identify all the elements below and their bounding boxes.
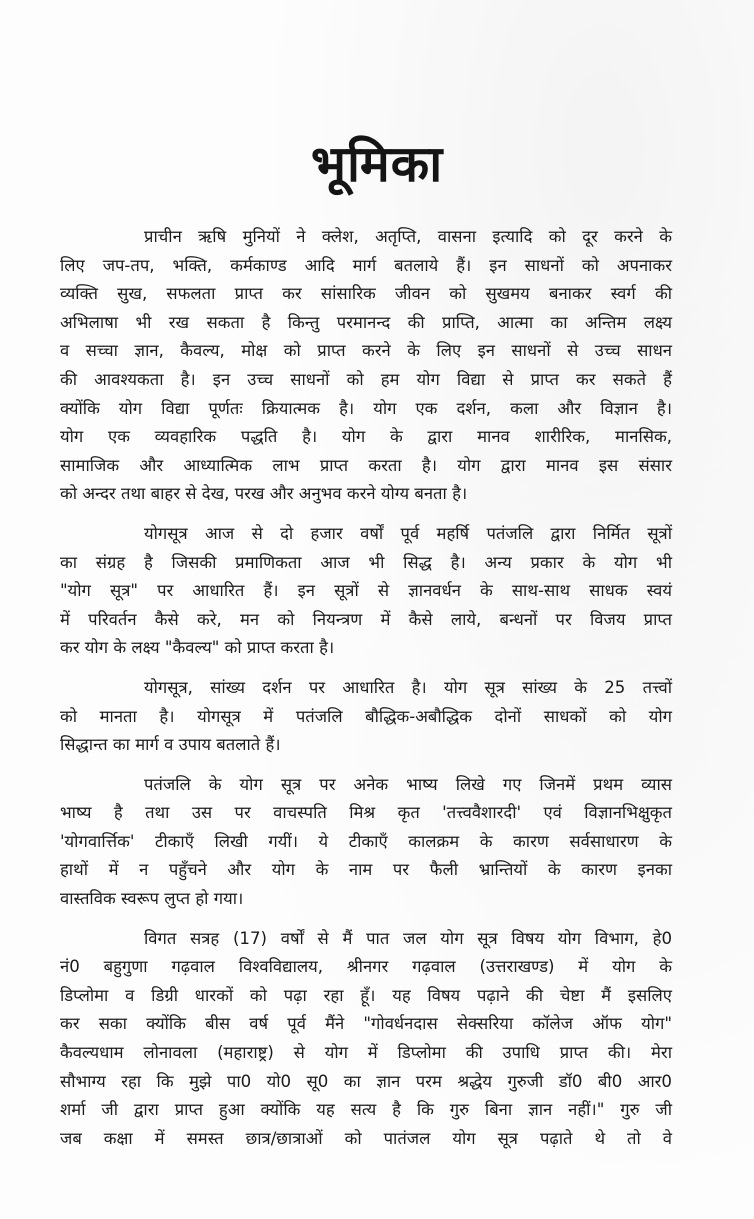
text-line: पतंजलि के योग सूत्र पर अनेक भाष्य लिखे गए जिनमें प्रथम व्यास [144,774,672,794]
body-text [60,223,672,1153]
paragraph-3 [60,674,672,760]
text-line: का संग्रह है जिसकी प्रमाणिकता आज भी सिद्ध है। अन्य प्रकार के योग भी [60,552,672,572]
text-line: कर योग के लक्ष्य "कैवल्य" को प्राप्त करता है। [60,638,335,658]
text-line: योग एक व्यवहारिक पद्धति है। योग के द्वारा मानव शारीरिक, मानसिक, [60,427,672,447]
text-line: कर सका क्योंकि बीस वर्ष पूर्व मैंने "गोवर्धनदास सेक्सरिया कॉलेज ऑफ योग" [60,1014,672,1034]
text-line: सामाजिक और आध्यात्मिक लाभ प्राप्त करता है। योग द्वारा मानव इस संसार [60,455,672,475]
text-line: लिए जप-तप, भक्ति, कर्मकाण्ड आदि मार्ग बतलाये हैं। इन साधनों को अपनाकर [60,255,672,275]
text-line: भाष्य है तथा उस पर वाचस्पति मिश्र कृत 'तत्त्ववैशारदी' एवं विज्ञानभिक्षुकृत [60,803,672,823]
text-line: जब कक्षा में समस्त छात्र/छात्राओं को पातंजल योग सूत्र पढ़ाते थे तो वे [60,1128,672,1148]
text-line: में परिवर्तन कैसे करे, मन को नियन्त्रण में कैसे लाये, बन्धनों पर विजय प्राप्त [60,609,672,629]
text-line: क्योंकि योग विद्या पूर्णतः क्रियात्मक है। योग एक दर्शन, कला और विज्ञान है। [60,398,672,418]
text-line: कैवल्यधाम लोनावला (महाराष्ट्र) से योग में डिप्लोमा की उपाधि प्राप्त की। मेरा [60,1043,672,1063]
text-line: योगसूत्र आज से दो हजार वर्षों पूर्व महर्षि पतंजलि द्वारा निर्मित सूत्रों [144,523,672,543]
text-line: "योग सूत्र" पर आधारित हैं। इन सूत्रों से ज्ञानवर्धन के साथ-साथ साधक स्वयं [60,581,672,601]
text-line: सौभाग्य रहा कि मुझे पा0 यो0 सू0 का ज्ञान परम श्रद्धेय गुरुजी डॉ0 बी0 आर0 [60,1071,672,1091]
text-line: सिद्धान्त का मार्ग व उपाय बतलाते हैं। [60,735,281,755]
text-line: विगत सत्रह (17) वर्षों से मैं पात जल योग सूत्र विषय योग विभाग, हे0 [144,928,672,948]
text-line: अभिलाषा भी रख सकता है किन्तु परमानन्द की प्राप्ति, आत्मा का अन्तिम लक्ष्य [60,312,672,332]
text-line: की आवश्यकता है। इन उच्च साधनों को हम योग विद्या से प्राप्त कर सकते हैं [60,369,672,389]
page-title: भूमिका [310,134,444,193]
text-line: नं0 बहुगुणा गढ़वाल विश्वविद्यालय, श्रीनगर गढ़वाल (उत्तराखण्ड) में योग के [60,957,672,977]
text-line: शर्मा जी द्वारा प्राप्त हुआ क्योंकि यह सत्य है कि गुरु बिना ज्ञान नहीं।" गुरु जी [60,1100,672,1120]
text-line: 'योगवार्त्तिक' टीकाएँ लिखी गयीं। ये टीकाएँ कालक्रम के कारण सर्वसाधारण के [60,831,672,851]
text-line: योगसूत्र, सांख्य दर्शन पर आधारित है। योग सूत्र सांख्य के 25 तत्त्वों [144,677,672,697]
text-line: हाथों में न पहुँचने और योग के नाम पर फैली भ्रान्तियों के कारण इनका [60,860,672,880]
text-line: डिप्लोमा व डिग्री धारकों को पढ़ा रहा हूँ। यह विषय पढ़ाने की चेष्टा मैं इसलिए [60,985,672,1005]
text-line: को अन्दर तथा बाहर से देख, परख और अनुभव करने योग्य बनता है। [60,484,468,504]
paragraph-2 [60,520,672,663]
paragraph-1 [60,223,672,509]
text-line: को मानता है। योगसूत्र में पतंजलि बौद्धिक-अबौद्धिक दोनों साधकों को योग [60,706,672,726]
paragraph-5 [60,925,672,1154]
paragraph-4 [60,771,672,914]
text-line: वास्तविक स्वरूप लुप्त हो गया। [60,889,244,909]
text-line: व सच्चा ज्ञान, कैवल्य, मोक्ष को प्राप्त करने के लिए इन साधनों से उच्च साधन [60,341,672,361]
text-line: प्राचीन ऋषि मुनियों ने क्लेश, अतृप्ति, वासना इत्यादि को दूर करने के [144,227,672,246]
text-line: व्यक्ति सुख, सफलता प्राप्त कर सांसारिक जीवन को सुखमय बनाकर स्वर्ग की [60,284,672,304]
